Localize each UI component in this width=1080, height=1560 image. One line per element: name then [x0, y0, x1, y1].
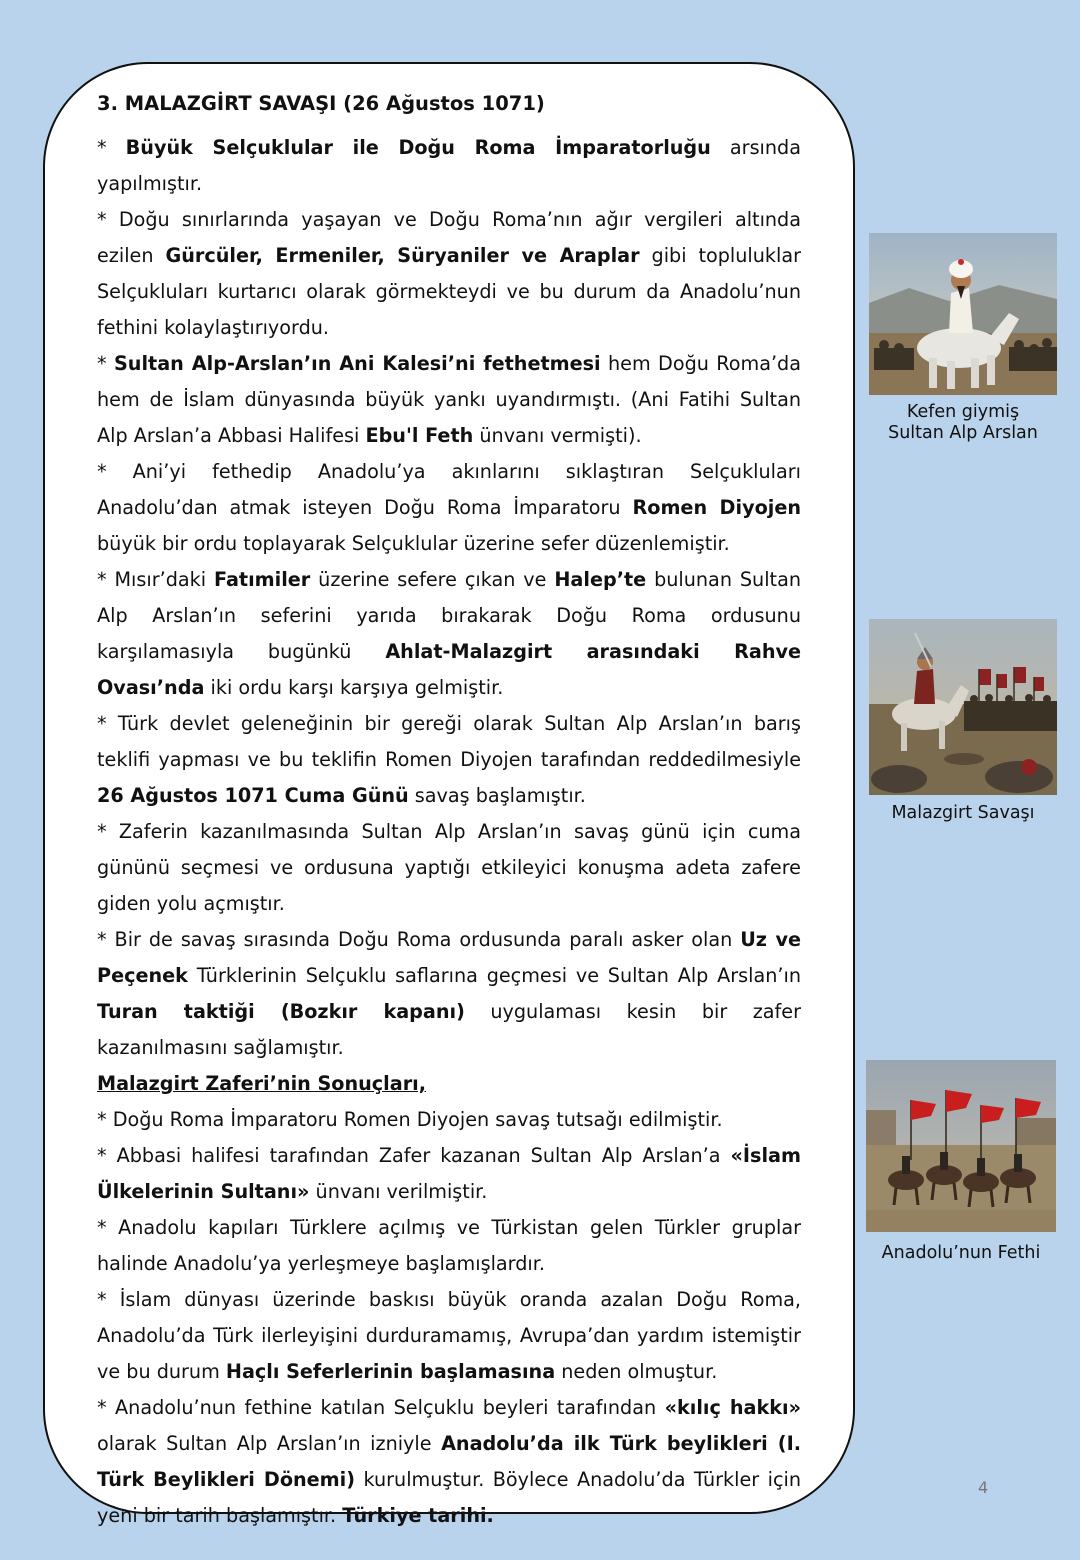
- alp-arslan-image: [869, 233, 1057, 395]
- malazgirt-battle-image: [869, 619, 1057, 795]
- paragraph: * Türk devlet geleneğinin bir gereği olarak Sultan Alp Arslan’ın barış teklifi yapması ve bu teklifin Romen Diyojen tarafından reddedilmesiyle 26 Ağustos 1071 Cuma Günü savaş başlamıştır.: [97, 712, 801, 807]
- paragraph: * Zaferin kazanılmasında Sultan Alp Arslan’ın savaş günü için cuma gününü seçmesi ve ordusuna yaptığı etkileyici konuşma adeta zafere giden yolu açmıştır.: [97, 820, 801, 915]
- anatolia-conquest-image: [866, 1060, 1056, 1232]
- main-text: [97, 88, 801, 1534]
- caption-alp-arslan-text: Kefen giymiş Sultan Alp Arslan: [888, 402, 1038, 443]
- result-item: * İslam dünyası üzerinde baskısı büyük oranda azalan Doğu Roma, Anadolu’da Türk ilerleyişini durduramamış, Avrupa’dan yardım istemiştir ve bu durum Haçlı Seferlerinin başlamasına neden olmuştur.: [97, 1288, 801, 1383]
- caption-anatolia: [866, 1243, 1056, 1264]
- paragraph: * Doğu sınırlarında yaşayan ve Doğu Roma’nın ağır vergileri altında ezilen Gürcüler, Ermeniler, Süryaniler ve Araplar gibi topluluklar Selçukluları kurtarıcı olarak görmekteydi ve bu durum da Anadolu’nun fethini kolaylaştırıyordu.: [97, 208, 802, 339]
- results-list: [97, 1102, 801, 1534]
- result-item: * Doğu Roma İmparatoru Romen Diyojen savaş tutsağı edilmiştir.: [97, 1108, 723, 1131]
- caption-alp-arslan: [869, 402, 1057, 444]
- paragraph: * Ani’yi fethedip Anadolu’ya akınlarını sıklaştıran Selçukluları Anadolu’dan atmak isteyen Doğu Roma İmparatoru Romen Diyojen büyük bir ordu toplayarak Selçuklular üzerine sefer düzenlemiştir.: [97, 460, 802, 555]
- result-item: * Anadolu kapıları Türklere açılmış ve Türkistan gelen Türkler gruplar halinde Anadolu’ya yerleşmeye başlamışlardır.: [97, 1216, 801, 1275]
- paragraph: * Büyük Selçuklular ile Doğu Roma İmparatorluğu arsında yapılmıştır.: [97, 136, 801, 195]
- caption-malazgirt-text: Malazgirt Savaşı: [891, 803, 1035, 823]
- paragraph: * Sultan Alp-Arslan’ın Ani Kalesi’ni fethetmesi hem Doğu Roma’da hem de İslam dünyasında büyük yankı uyandırmıştı. (Ani Fatihi Sultan Alp Arslan’a Abbasi Halifesi Ebu'l Feth ünvanı vermişti).: [97, 352, 801, 447]
- caption-anatolia-text: Anadolu’nun Fethi: [881, 1243, 1041, 1263]
- page-number: 4: [978, 1478, 989, 1497]
- paragraph: * Mısır’daki Fatımiler üzerine sefere çıkan ve Halep’te bulunan Sultan Alp Arslan’ın seferini yarıda bırakarak Doğu Roma ordusunu karşılamasıyla bugünkü Ahlat-Malazgirt arasındaki Rahve Ovası’nda iki ordu karşı karşıya gelmiştir.: [97, 568, 801, 699]
- paragraph-list: [97, 130, 801, 1066]
- section-title: 3. MALAZGİRT SAVAŞI (26 Ağustos 1071): [97, 92, 545, 115]
- result-item: * Anadolu’nun fethine katılan Selçuklu beyleri tarafından «kılıç hakkı» olarak Sultan Alp Arslan’ın izniyle Anadolu’da ilk Türk beylikleri (I. Türk Beylikleri Dönemi) kurulmuştur. Böylece Anadolu’da Türkler için yeni bir tarih başlamıştır. Türkiye tarihi.: [97, 1396, 802, 1527]
- paragraph: * Bir de savaş sırasında Doğu Roma ordusunda paralı asker olan Uz ve Peçenek Türklerinin Selçuklu saflarına geçmesi ve Sultan Alp Arslan’ın Turan taktiği (Bozkır kapanı) uygulaması kesin bir zafer kazanılmasını sağlamıştır.: [97, 928, 802, 1059]
- caption-malazgirt: [869, 803, 1057, 824]
- results-title: Malazgirt Zaferi’nin Sonuçları,: [97, 1072, 427, 1095]
- result-item: * Abbasi halifesi tarafından Zafer kazanan Sultan Alp Arslan’a «İslam Ülkelerinin Sultanı» ünvanı verilmiştir.: [97, 1144, 801, 1203]
